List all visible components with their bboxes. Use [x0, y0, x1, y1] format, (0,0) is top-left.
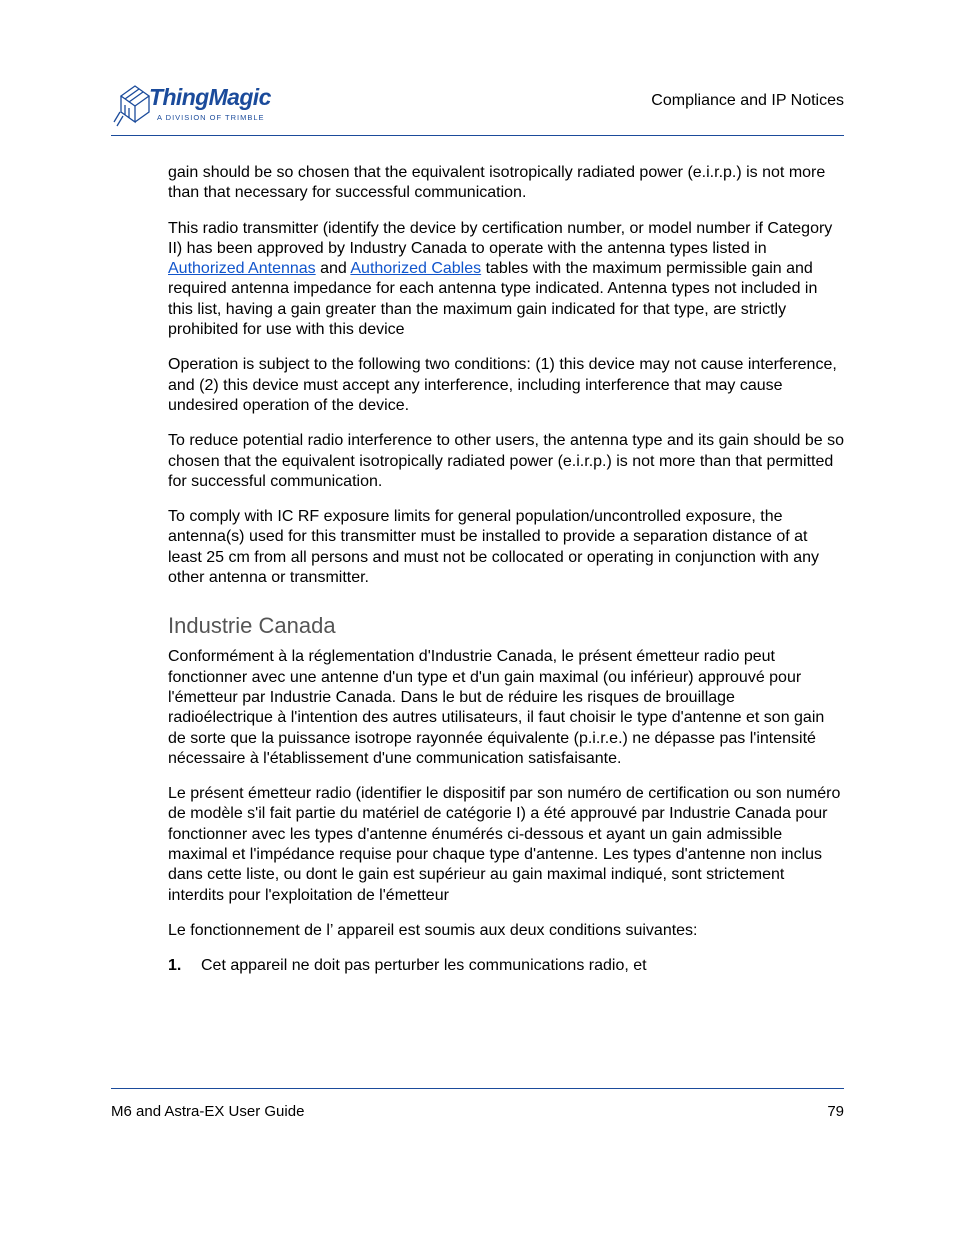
main-content: [168, 163, 844, 977]
footer-document-title: M6 and Astra-EX User Guide: [111, 1103, 305, 1120]
logo-wordmark: ThingMagic: [149, 84, 271, 110]
thingmagic-logo: [111, 78, 311, 130]
paragraph-radio-transmitter: [168, 219, 844, 341]
page-number: 79: [827, 1103, 844, 1120]
section-title: Compliance and IP Notices: [651, 92, 844, 109]
paragraph-fonctionnement: Le fonctionnement de l’ appareil est soumis aux deux conditions suivantes:: [168, 921, 698, 939]
paragraph-reglementation: Conformément à la réglementation d'Industrie Canada, le présent émetteur radio peut fonctionner avec une antenne d'un type et d'un gain maximal (ou inférieur) approuvé pour l'émetteur par Industrie Canada. Dans le but de réduire les risques de brouillage radioélectrique à l'intention des autres utilisateurs, il faut choisir le type d'antenne et son gain de sorte que la puissance isotrope rayonnée équivalente (p.i.r.e.) ne dépasse pas l'intensité nécessaire à l'établissement d'une communication satisfaisante.: [168, 648, 825, 767]
paragraph-rf-exposure: To comply with IC RF exposure limits for general population/uncontrolled exposure, the antenna(s) used for this transmitter must be installed to provide a separation distance of at least 25 cm from all persons and must not be collocated or operating in conjunction with any other antenna or transmitter.: [168, 508, 820, 587]
page-header: [111, 76, 844, 136]
paragraph-text: and: [315, 260, 351, 278]
industrie-canada-heading: Industrie Canada: [168, 613, 336, 639]
paragraph-emetteur-radio: Le présent émetteur radio (identifier le dispositif par son numéro de certification ou son numéro de modèle s'il fait partie du matériel de catégorie I) a été approuvé par Industrie Canada pour fonctionner avec les types d'antenne énumérés ci-dessous et ayant un gain admissible maximal et l'impédance requise pour chaque type d'antenne. Les types d'antenne non inclus dans cette liste, ou dont le gain est supérieur au gain maximal indiqué, sont strictement interdits pour l'exploitation de l'émetteur: [168, 785, 841, 904]
paragraph-text: This radio transmitter (identify the device by certification number, or model number if Category II) has been approved by Industry Canada to operate with the antenna types listed in: [168, 219, 833, 257]
paragraph-text: tables with the maximum permissible gain and required antenna impedance for each antenna type indicated. Antenna types not included in this list, having a gain greater than the maximum gain indicated for that type, are strictly prohibited for use with this device: [168, 260, 818, 339]
list-item-number: 1.: [168, 957, 182, 975]
footer-divider: [111, 1088, 844, 1089]
paragraph-operation-conditions: Operation is subject to the following two conditions: (1) this device may not cause interference, and (2) this device must accept any interference, including interference that may cause undesired operation of the device.: [168, 356, 837, 414]
logo-tagline: A DIVISION OF TRIMBLE: [157, 113, 265, 122]
header-divider: [111, 135, 844, 136]
authorized-cables-link[interactable]: Authorized Cables: [350, 260, 482, 278]
paragraph-radio-interference: To reduce potential radio interference to other users, the antenna type and its gain should be so chosen that the equivalent isotropically radiated power (e.i.r.p.) is not more than that permitted for successful communication.: [168, 432, 844, 490]
authorized-antennas-link[interactable]: Authorized Antennas: [168, 260, 316, 278]
list-item: [168, 956, 844, 976]
list-item-text: Cet appareil ne doit pas perturber les communications radio, et: [201, 957, 647, 975]
paragraph-gain-continuation: gain should be so chosen that the equivalent isotropically radiated power (e.i.r.p.) is not more than that necessary for successful communication.: [168, 164, 826, 202]
